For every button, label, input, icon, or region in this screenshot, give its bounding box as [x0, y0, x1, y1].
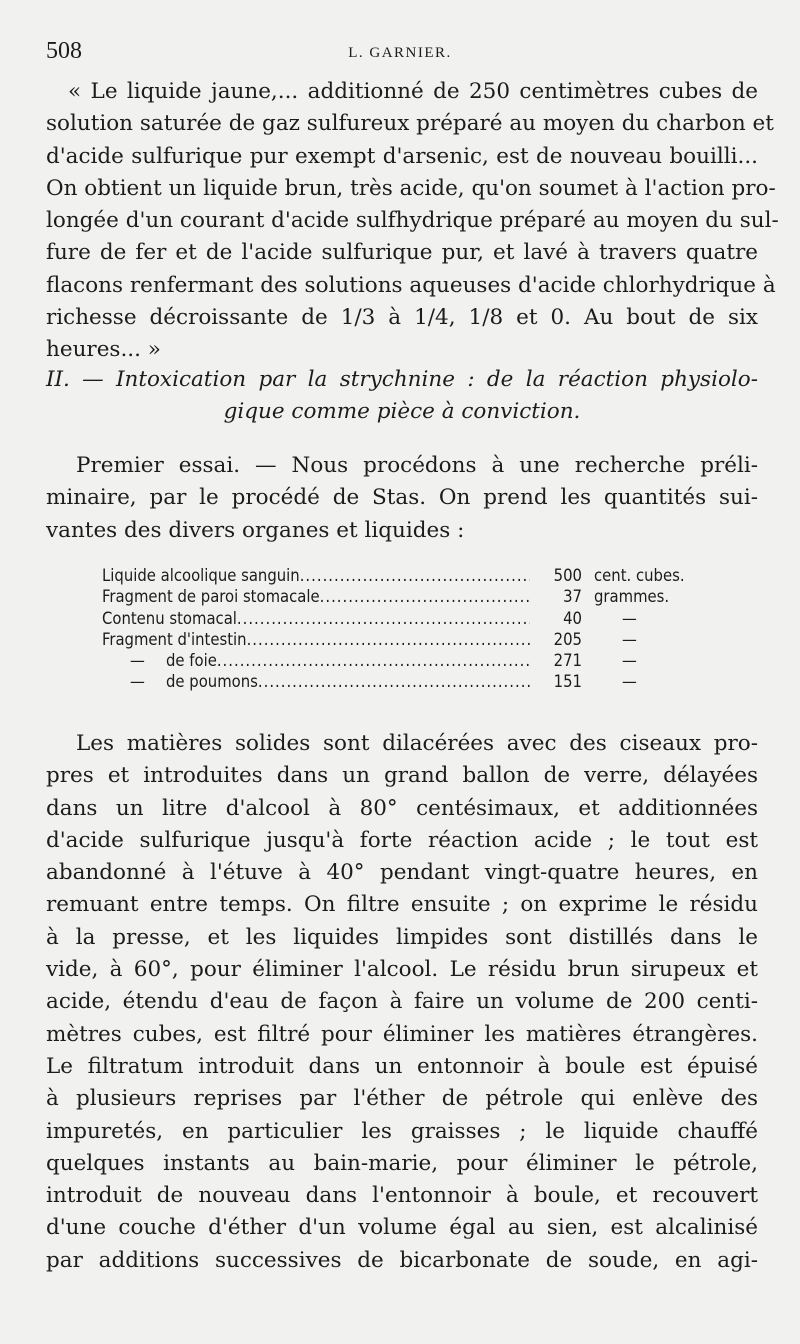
row-unit: — — [622, 672, 637, 692]
text-line: minaire, par le procédé de Stas. On prend les quantités sui- — [46, 485, 758, 511]
text-line: abandonné à l'étuve à 40° pendant vingt-quatre heures, en — [46, 860, 758, 886]
heading-line: gique comme pièce à conviction. — [223, 399, 581, 425]
text-line: solution saturée de gaz sulfureux préparé au moyen du charbon et — [46, 111, 774, 137]
text-line: longée d'un courant d'acide sulfhydrique préparé au moyen du sul- — [46, 208, 779, 234]
text-line: d'acide sulfurique jusqu'à forte réaction acide ; le tout est — [46, 827, 758, 853]
row-unit: grammes. — [594, 587, 670, 607]
table-row — [102, 565, 702, 586]
text-line: mètres cubes, est filtré pour éliminer les matières étrangères. — [46, 1021, 758, 1047]
text-line: « Le liquide jaune,... additionné de 250 centimètres cubes de — [68, 79, 758, 104]
row-unit: — — [622, 629, 637, 649]
row-label: Contenu stomacal — [102, 608, 237, 628]
quantities-table — [102, 565, 702, 693]
text-line: d'une couche d'éther d'un volume égal au sien, est alcalinisé — [46, 1215, 758, 1241]
text-line: richesse décroissante de 1/3 à 1/4, 1/8 et 0. Au bout de six — [46, 305, 758, 331]
text-line: flacons renfermant des solutions aqueuses d'acide chlorhydrique à — [46, 272, 776, 298]
running-head: L. GARNIER. — [348, 45, 452, 61]
text-line: remuant entre temps. On filtre ensuite ; on exprime le résidu — [46, 892, 758, 918]
text-line: Premier essai. — Nous procédons à une recherche préli- — [76, 453, 758, 478]
quote-paragraph — [46, 76, 779, 367]
text-line: Le filtratum introduit dans un entonnoir à boule est épuisé — [46, 1053, 758, 1079]
row-label: Fragment d'intestin — [102, 629, 247, 649]
text-line: à la presse, et les liquides limpides sont distillés dans le — [46, 924, 758, 950]
row-value: 151 — [553, 672, 582, 692]
text-line: impuretés, en particulier les graisses ; le liquide chauffé — [46, 1118, 758, 1144]
table-row — [102, 629, 702, 650]
text-line: vantes des divers organes et liquides : — [46, 517, 465, 543]
row-value: 271 — [553, 651, 582, 671]
row-value: 40 — [563, 608, 582, 628]
heading-line: II. — Intoxication par la strychnine : de la réaction physiolo- — [46, 367, 758, 392]
essai-paragraph — [46, 450, 758, 547]
row-unit: — — [622, 651, 637, 671]
text-line: On obtient un liquide brun, très acide, qu'on soumet à l'action pro- — [46, 175, 776, 201]
text-line: Les matières solides sont dilacérées avec des ciseaux pro- — [76, 731, 758, 756]
row-value: 205 — [553, 629, 582, 649]
text-line: dans un litre d'alcool à 80° centésimaux, et additionnées — [46, 795, 758, 821]
row-unit: — — [622, 608, 637, 628]
row-label: Fragment de paroi stomacale — [102, 587, 320, 607]
text-line: heures... » — [46, 337, 161, 363]
text-line: d'acide sulfurique pur exempt d'arsenic, est de nouveau bouilli... — [46, 143, 758, 169]
ditto-dash: — — [130, 672, 145, 692]
row-unit: cent. cubes. — [594, 566, 685, 585]
row-label: de poumons — [166, 672, 258, 692]
method-paragraph — [46, 728, 758, 1277]
row-label: Liquide alcoolique sanguin — [102, 566, 300, 585]
row-label: de foie — [166, 651, 217, 671]
text-line: fure de fer et de l'acide sulfurique pur, et lavé à travers quatre — [46, 240, 758, 266]
table-row — [102, 650, 702, 671]
row-value: 37 — [563, 587, 582, 607]
table-row — [102, 671, 702, 692]
text-line: quelques instants au bain-marie, pour éliminer le pétrole, — [46, 1150, 758, 1176]
text-line: introduit de nouveau dans l'entonnoir à boule, et recouvert — [46, 1183, 758, 1209]
page-number: 508 — [46, 38, 82, 64]
text-line: à plusieurs reprises par l'éther de pétrole qui enlève des — [46, 1086, 758, 1112]
section-heading — [46, 364, 758, 429]
text-line: vide, à 60°, pour éliminer l'alcool. Le résidu brun sirupeux et — [46, 957, 758, 983]
text-line: par additions successives de bicarbonate de soude, en agi- — [46, 1247, 758, 1273]
text-line: pres et introduites dans un grand ballon de verre, délayées — [46, 763, 758, 789]
ditto-dash: — — [130, 651, 145, 671]
page-header — [46, 38, 754, 68]
text-line: acide, étendu d'eau de façon à faire un volume de 200 centi- — [46, 989, 758, 1015]
table-row — [102, 586, 702, 607]
row-value: 500 — [553, 566, 582, 585]
table-row — [102, 608, 702, 629]
